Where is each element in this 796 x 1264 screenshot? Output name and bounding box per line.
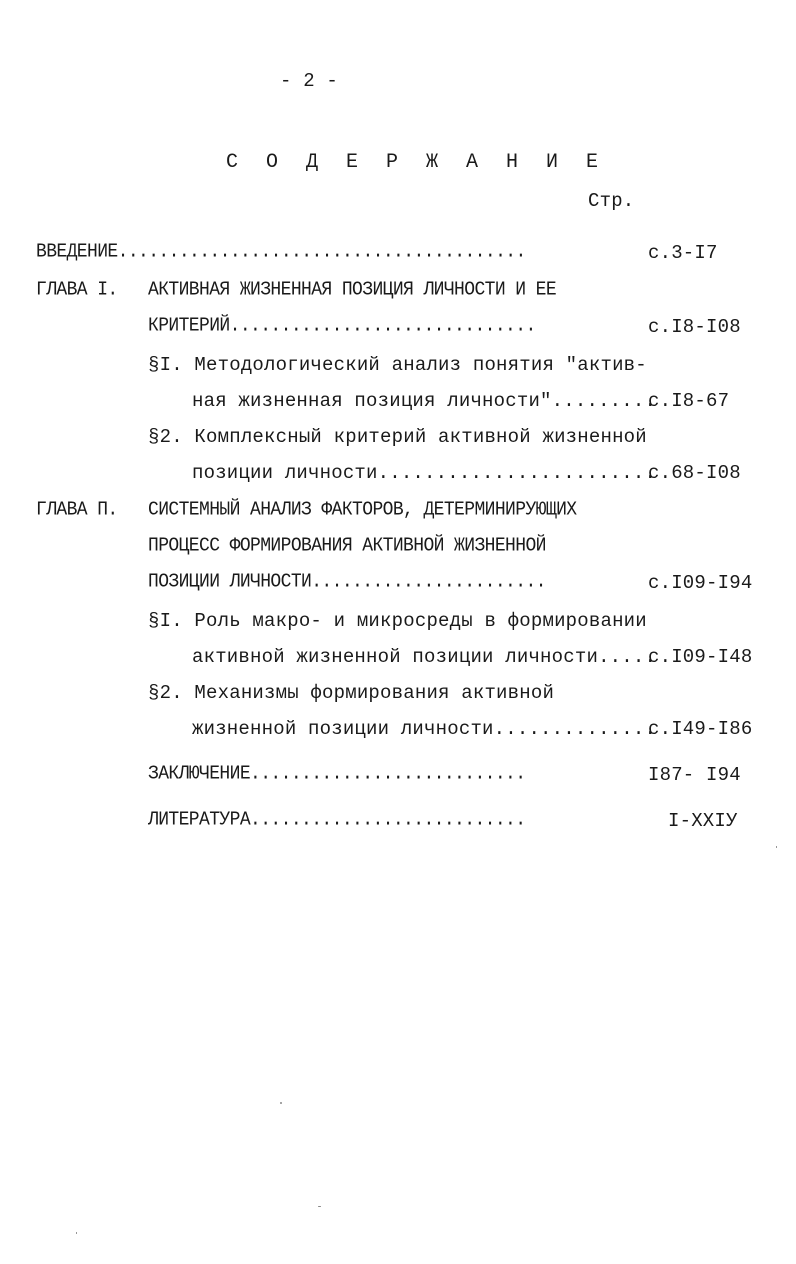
toc-chapter2-title-line3: ПОЗИЦИИ ЛИЧНОСТИ....................... [148, 571, 546, 593]
toc-ch2-section2-line1: §2. Механизмы формирования активной [148, 682, 555, 704]
toc-chapter1-title-line1: АКТИВНАЯ ЖИЗНЕННАЯ ПОЗИЦИЯ ЛИЧНОСТИ И ЕЕ [148, 279, 557, 301]
toc-page-conclusion: I87- I94 [648, 764, 741, 786]
toc-page-references: I-XXIУ [668, 810, 738, 832]
toc-page-ch2-section2: с.I49-I86 [648, 718, 753, 740]
scan-speck [318, 1206, 321, 1207]
toc-ch2-section2-line2: жизненной позиции личности.............. [192, 718, 657, 740]
toc-ch1-section2-line1: §2. Комплексный критерий активной жизненной [148, 426, 647, 448]
toc-page-chapter1: с.I8-I08 [648, 316, 741, 338]
toc-ch1-section1-line1: §I. Методологический анализ понятия "актив- [148, 354, 647, 376]
page-number: - 2 - [280, 70, 339, 92]
page-title: С О Д Е Р Ж А Н И Е [226, 151, 607, 174]
scan-speck [76, 1232, 77, 1234]
toc-entry-references: ЛИТЕРАТУРА........................... [148, 809, 526, 831]
toc-page-chapter2: с.I09-I94 [648, 572, 753, 594]
toc-ch1-section2-line2: позиции личности........................ [192, 462, 657, 484]
toc-chapter2-title-line2: ПРОЦЕСС ФОРМИРОВАНИЯ АКТИВНОЙ ЖИЗНЕННОЙ [148, 535, 546, 557]
toc-page-ch2-section1: с.I09-I48 [648, 646, 753, 668]
scan-speck [776, 846, 777, 848]
toc-chapter2-title-line1: СИСТЕМНЫЙ АНАЛИЗ ФАКТОРОВ, ДЕТЕРМИНИРУЮЩИХ [148, 499, 577, 521]
toc-entry-intro: ВВЕДЕНИЕ........................................ [36, 241, 526, 263]
toc-chapter1-title-line2: КРИТЕРИЙ.............................. [148, 315, 536, 337]
toc-ch2-section1-line1: §I. Роль макро- и микросреды в формировании [148, 610, 647, 632]
toc-chapter2-label: ГЛАВА П. [36, 499, 118, 521]
toc-page-ch1-section1: с.I8-67 [648, 390, 730, 412]
toc-page-intro: с.3-I7 [648, 242, 718, 264]
page-column-header: Стр. [588, 190, 635, 212]
toc-chapter1-label: ГЛАВА I. [36, 279, 118, 301]
toc-page-ch1-section2: с.68-I08 [648, 462, 741, 484]
toc-entry-conclusion: ЗАКЛЮЧЕНИЕ........................... [148, 763, 526, 785]
toc-ch1-section1-line2: ная жизненная позиция личности"......... [192, 390, 657, 412]
toc-ch2-section1-line2: активной жизненной позиции личности..... [192, 646, 657, 668]
scan-speck [280, 1102, 282, 1104]
